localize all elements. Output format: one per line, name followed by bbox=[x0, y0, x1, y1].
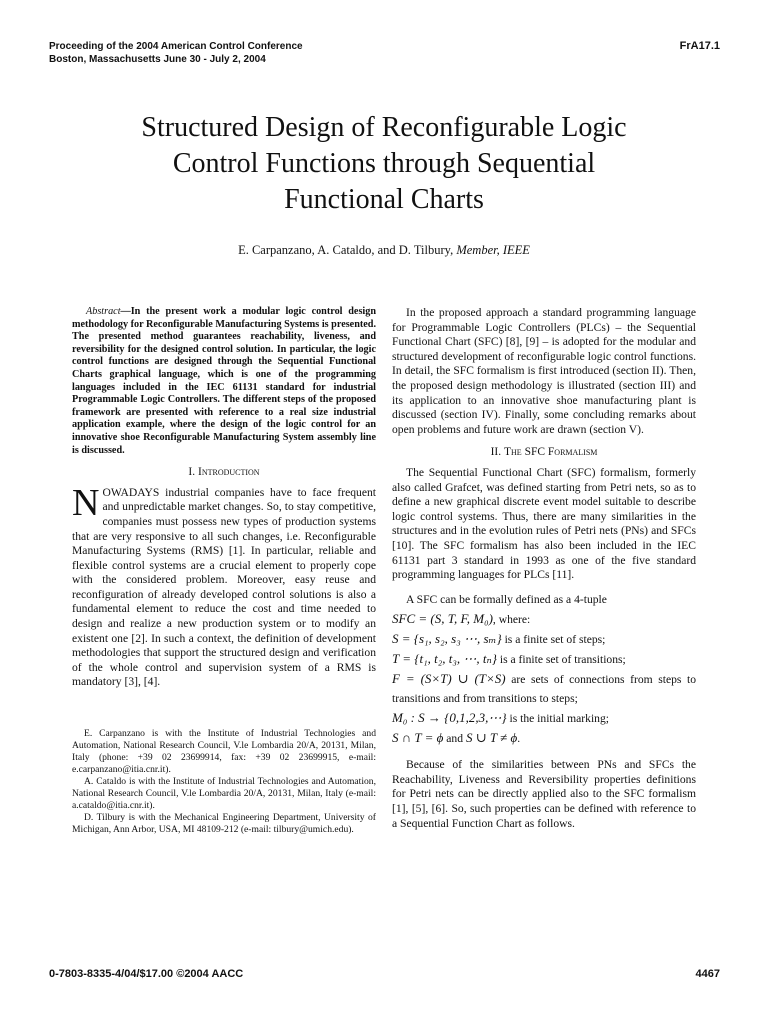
equation-text: . bbox=[517, 732, 521, 746]
intro-lead-word: OWADAYS bbox=[102, 485, 160, 499]
intro-text: industrial companies have to face frequent and unpredictable market changes. So, to stay competitive, companies must possess new types of production systems that are very responsive to all such changes, i.e. Reconfigurable Manufacturing Systems (RMS) [1]. In particular, reliable and flexible control systems are a crucial element to properly cope with the considered problem. Moreover, easy reuse and reconfiguration of already developed control solutions is also a fundamental element to reduce the cost and time needed to design and realize a new production system or to modify an existent one [2]. In such a context, the definition of development methodologies that support the structured design and verification of the whole control and supervision system of a RMS is mandatory [3], [4]. bbox=[72, 485, 376, 689]
equation-text: , where: bbox=[492, 613, 531, 627]
abstract bbox=[72, 306, 376, 457]
author-names: E. Carpanzano, A. Cataldo, and D. Tilbury, bbox=[238, 243, 454, 257]
sfc-definition-intro: A SFC can be formally defined as a 4-tuple bbox=[406, 592, 607, 606]
section-heading-sfc bbox=[392, 445, 696, 460]
sfc-paragraph: The Sequential Functional Chart (SFC) formalism, formerly also called Grafcet, was defined starting from Petri nets, so as to define a new graphical discrete event model suitable to describe logic control systems. Thus, there are many similarities in the structures and in the evolution rules of Petri nets (PNs) and SFCs [10]. The SFC formalism has also been included in the IEC 61131 part 3 standard in 1993 as one of the five standard programming languages for PLCs [11]. bbox=[392, 465, 696, 582]
equation-text: are sets of connections from steps to transitions and from transitions to steps; bbox=[392, 673, 696, 706]
left-column bbox=[72, 306, 376, 836]
section-title: The SFC Formalism bbox=[504, 446, 598, 459]
footnote-carpanzano: E. Carpanzano is with the Institute of Industrial Technologies and Automation, National Research Council, V.le Lombardia 20/A, 20131, Milan, Italy (phone: +39 02 23699914, fax: +39 02 23699915, e-mail: e.carpanzano@itia.cnr.it). bbox=[72, 728, 376, 776]
intro-paragraph bbox=[72, 481, 376, 690]
session-code: FrA17.1 bbox=[679, 40, 720, 52]
author-line bbox=[84, 243, 684, 258]
equation: SFC = (S, T, F, M₀) bbox=[392, 611, 493, 627]
equation: T = {t₁, t₂, t₃, ⋯, tₙ} bbox=[392, 651, 497, 667]
section-number: I. bbox=[188, 466, 196, 479]
equation-connections bbox=[392, 669, 696, 708]
title-line-2: Control Functions through Sequential bbox=[172, 148, 596, 179]
approach-paragraph: In the proposed approach a standard programming language for Programmable Logic Controllers (PLCs) – the Sequential Functional Chart (SFC) [8], [9] – is adopted for the modular and structured development of reconfigurable logic control functions. In detail, the SFC formalism is first introduced (section II). Then, the proposed design methodology is illustrated (section III) and its application to an innovative shoe manufacturing plant is discussed (section IV). Finally, some concluding remarks about open problems and future work are drawn (section V). bbox=[392, 306, 696, 436]
isbn-copyright: 0-7803-8335-4/04/$17.00 ©2004 AACC bbox=[49, 968, 244, 980]
section-title: Introduction bbox=[197, 466, 260, 479]
abstract-text: —In the present work a modular logic control design methodology for Reconfigurable Manufacturing Systems is presented. The presented method guarantees reachability, liveness, and reversibility for the designed control solution. In particular, the logic control functions are designed through the Sequential Functional Charts graphical language, which is one of the programming languages included in the IEC 61131 standard for industrial Programmable Logic Controllers. The different steps of the proposed framework are presented with reference to a real size industrial application example, where the design of the logic control for an innovative shoe Reconfigurable Manufacturing System assembly line is discussed. bbox=[72, 306, 376, 456]
equation: S ∩ T = ϕ bbox=[392, 730, 444, 746]
equation-text: is the initial marking; bbox=[506, 712, 609, 726]
footnote-tilbury: D. Tilbury is with the Mechanical Engineering Department, University of Michigan, Ann Arbor, USA, MI 48109-212 (e-mail: tilbury@umich.edu). bbox=[72, 812, 376, 836]
paper-title bbox=[84, 110, 684, 218]
equation-text: is a finite set of transitions; bbox=[496, 653, 626, 667]
footnote-cataldo: A. Cataldo is with the Institute of Industrial Technologies and Automation, National Research Council, V.le Lombardia 20/A, 20131, Milan, Italy (e-mail: a.cataldo@itia.cnr.it). bbox=[72, 776, 376, 812]
author-membership: Member, IEEE bbox=[456, 243, 530, 257]
conference-name: Proceeding of the 2004 American Control Conference bbox=[49, 41, 303, 52]
equation: S = {s₁, s₂, s₃ ⋯, sₘ} bbox=[392, 631, 502, 647]
title-line-3: Functional Charts bbox=[284, 184, 484, 215]
section-number: II. bbox=[490, 446, 502, 459]
equation-sets bbox=[392, 728, 696, 748]
equation-steps bbox=[392, 629, 696, 649]
equation-text: and bbox=[443, 732, 466, 746]
section-heading-introduction bbox=[72, 465, 376, 480]
equation: M₀ : S → {0,1,2,3,⋯} bbox=[392, 710, 507, 726]
equation-text: is a finite set of steps; bbox=[501, 633, 606, 647]
conference-location: Boston, Massachusetts June 30 - July 2, 2004 bbox=[49, 54, 266, 65]
equation-marking bbox=[392, 708, 696, 728]
right-column bbox=[392, 306, 696, 831]
title-line-1: Structured Design of Reconfigurable Logic bbox=[141, 112, 627, 143]
drop-cap: N bbox=[72, 481, 100, 524]
properties-paragraph: Because of the similarities between PNs and SFCs the Reachability, Liveness and Reversibility properties definitions for Petri nets can be directly applied also to the SFC formalism [1], [5], [6]. So, such properties can be defined with reference to a Sequential Function Chart as follows. bbox=[392, 758, 696, 830]
sfc-definition bbox=[392, 609, 696, 748]
abstract-label: Abstract bbox=[86, 306, 121, 317]
equation: S ∪ T ≠ ϕ bbox=[465, 730, 518, 746]
equation-sfc bbox=[392, 609, 696, 629]
footnotes bbox=[72, 728, 376, 836]
page-number: 4467 bbox=[695, 968, 720, 980]
equation-transitions bbox=[392, 649, 696, 669]
equation: F = (S×T) ∪ (T×S) bbox=[392, 671, 506, 687]
conference-header bbox=[49, 40, 303, 66]
